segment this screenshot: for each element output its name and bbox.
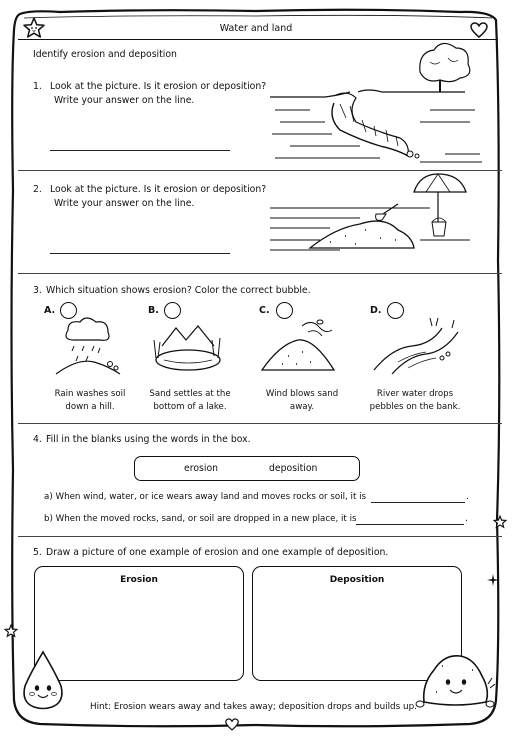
sparkle-icon — [487, 574, 499, 586]
star-icon — [493, 515, 507, 529]
q4-sentence-b: b) When the moved rocks, sand, or soil are dropped in a new place, it is — [44, 514, 357, 524]
q4-sentence-a: a) When wind, water, or ice wears away land and moves rocks or soil, it is — [44, 492, 367, 502]
q2-beach-illustration — [270, 178, 490, 258]
option-d-text-line2: pebbles on the bank. — [369, 402, 461, 412]
page-title: Water and land — [219, 23, 293, 34]
option-a-letter: A. — [44, 305, 56, 316]
q3-number: 3. — [33, 285, 42, 296]
q4-a-period: . — [466, 491, 469, 502]
option-b-text-line1: Sand settles at the — [149, 389, 231, 399]
option-b-bubble[interactable] — [164, 302, 181, 319]
hint-text: Hint: Erosion wears away and takes away; deposition drops and builds up. — [90, 702, 417, 712]
lake-illustration — [148, 318, 228, 376]
q2-number: 2. — [33, 184, 42, 195]
q1-text-line2: Write your answer on the line. — [54, 95, 195, 106]
star-icon — [4, 624, 18, 638]
section-divider — [18, 423, 502, 424]
q1-riverbank-illustration — [270, 70, 490, 165]
q3-text: Which situation shows erosion? Color the correct bubble. — [46, 285, 311, 296]
word-bank-deposition: deposition — [269, 463, 318, 474]
word-bank-erosion: erosion — [184, 463, 219, 474]
option-a-text-line2: down a hill. — [65, 402, 115, 412]
title-divider — [18, 39, 498, 40]
q1-number: 1. — [33, 81, 42, 92]
section-divider — [18, 273, 502, 274]
section-divider — [18, 170, 502, 171]
option-c-text-line2: away. — [289, 402, 315, 412]
worksheet-instruction: Identify erosion and deposition — [33, 49, 177, 60]
q4-b-period: . — [465, 513, 468, 524]
option-d-bubble[interactable] — [387, 302, 404, 319]
option-d-text-line1: River water drops — [376, 389, 454, 399]
q1-answer-line[interactable] — [50, 150, 230, 151]
river-illustration — [372, 318, 462, 376]
rock-mascot — [416, 644, 496, 712]
q5-text: Draw a picture of one example of erosion and one example of deposition. — [46, 547, 389, 558]
q4-number: 4. — [33, 434, 42, 445]
q2-answer-line[interactable] — [50, 253, 230, 254]
q4-b-answer-line[interactable] — [356, 524, 464, 525]
option-a-bubble[interactable] — [60, 302, 77, 319]
option-d-letter: D. — [370, 305, 382, 316]
option-b-text-line2: bottom of a lake. — [153, 402, 227, 412]
section-divider — [18, 536, 502, 537]
deposition-box-label: Deposition — [329, 575, 385, 585]
q2-text-line2: Write your answer on the line. — [54, 198, 195, 209]
option-a-text-line1: Rain washes soil — [54, 389, 126, 399]
q2-text-line1: Look at the picture. Is it erosion or deposition? — [50, 184, 267, 195]
q5-number: 5. — [33, 547, 42, 558]
water-drop-mascot — [18, 650, 68, 710]
sand-dune-illustration — [258, 318, 338, 376]
q1-text-line1: Look at the picture. Is it erosion or deposition? — [50, 81, 267, 92]
erosion-box-label: Erosion — [120, 575, 158, 585]
word-bank-box — [134, 456, 360, 481]
option-c-letter: C. — [259, 305, 270, 316]
rain-hill-illustration — [48, 318, 128, 376]
option-b-letter: B. — [148, 305, 159, 316]
option-c-bubble[interactable] — [276, 302, 293, 319]
q4-text: Fill in the blanks using the words in the box. — [46, 434, 251, 445]
q4-a-answer-line[interactable] — [371, 502, 465, 503]
heart-icon — [225, 718, 239, 731]
option-c-text-line1: Wind blows sand — [265, 389, 339, 399]
